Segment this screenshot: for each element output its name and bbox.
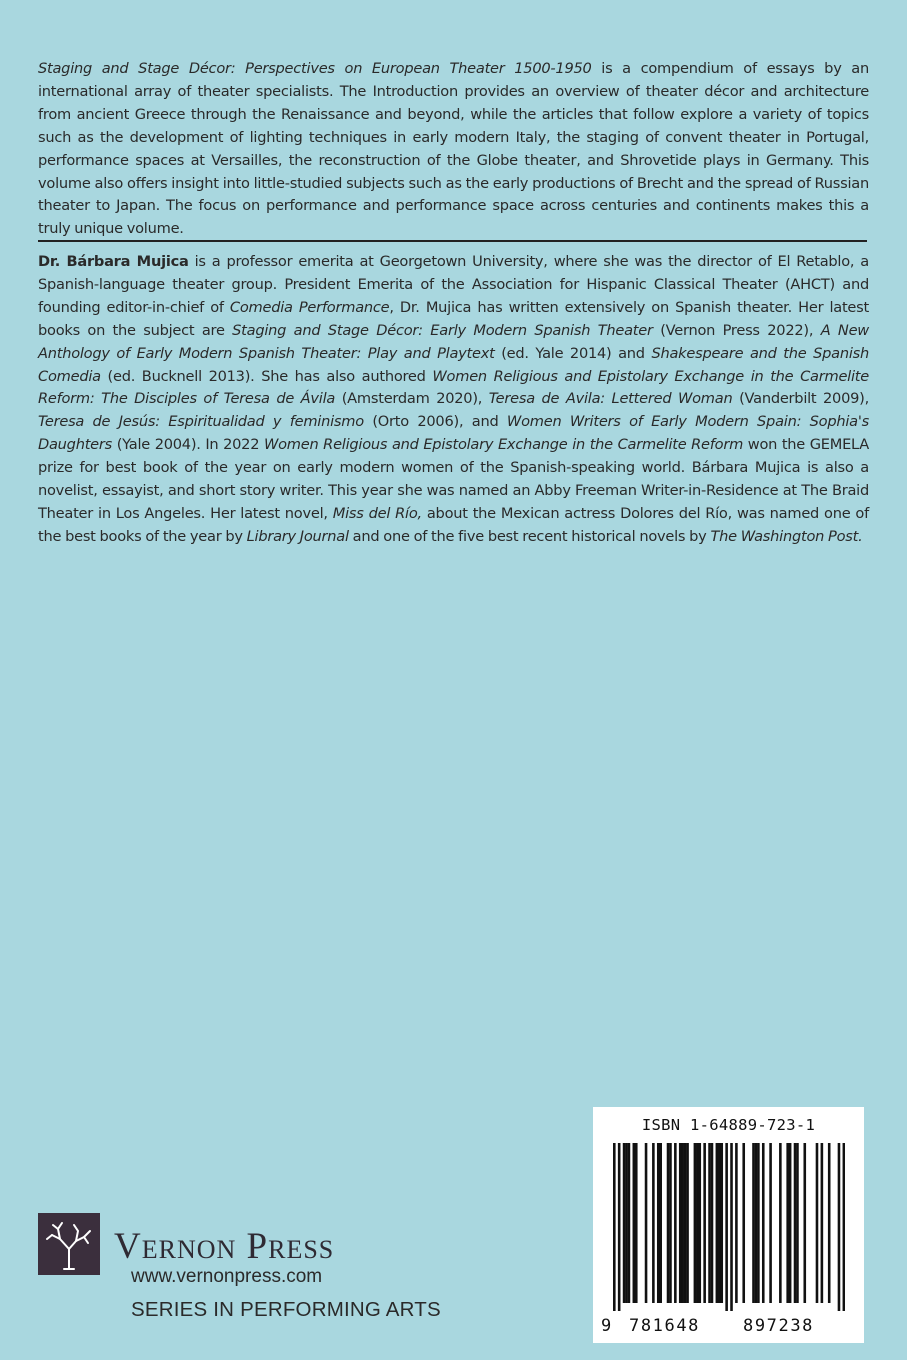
tree-icon xyxy=(38,1213,100,1275)
barcode-bar xyxy=(694,1143,697,1303)
barcode-bar xyxy=(633,1143,636,1303)
barcode-bar xyxy=(720,1143,723,1303)
barcode-bar xyxy=(659,1143,662,1303)
bio-italic: Women Religious and Epistolary Exchange in the Carmelite Reform xyxy=(263,436,744,454)
barcode-bar xyxy=(755,1143,758,1303)
bio-italic: Women Religious and Epistolary Exchange in the Carmelite Reform: The Disciples of Teresa de Ávila xyxy=(38,367,869,408)
bio-text: , Dr. Mujica has written extensively on Spanish theater. Her latest books on the subject are xyxy=(38,298,869,339)
isbn-label: ISBN 1-64889-723-1 xyxy=(641,1116,816,1134)
barcode-bar xyxy=(762,1143,765,1303)
barcode-bar xyxy=(613,1143,616,1311)
barcode-bar xyxy=(789,1143,792,1303)
barcode-bar xyxy=(843,1143,845,1311)
isbn-digits-right: 897238 xyxy=(743,1316,815,1336)
publisher-url[interactable]: www.vernonpress.com xyxy=(131,1266,323,1287)
barcode-bar xyxy=(816,1143,819,1303)
barcode xyxy=(593,1107,864,1343)
barcode-bar xyxy=(674,1143,677,1303)
barcode-bar xyxy=(786,1143,789,1303)
barcode-bar xyxy=(698,1143,701,1303)
bio-text: (ed. Yale 2014) and xyxy=(494,344,652,362)
barcode-bar xyxy=(821,1143,824,1303)
barcode-bar xyxy=(803,1143,806,1303)
series-name: SERIES IN PERFORMING ARTS xyxy=(131,1298,441,1321)
barcode-bar xyxy=(794,1143,797,1303)
barcode-bar xyxy=(635,1143,638,1303)
bio-text: (Orto 2006), and xyxy=(363,413,507,431)
book-description xyxy=(38,58,869,241)
barcode-bar xyxy=(757,1143,760,1303)
bio-text: and one of the five best recent historical novels by xyxy=(348,527,711,545)
bio-italic: Teresa de Avila: Lettered Woman xyxy=(488,390,733,408)
barcode-bar xyxy=(742,1143,745,1303)
isbn-digit-first: 9 xyxy=(601,1316,612,1336)
barcode-bar xyxy=(618,1143,621,1311)
barcode-bar xyxy=(779,1143,782,1303)
barcode-bar xyxy=(828,1143,831,1303)
bio-text: (ed. Bucknell 2013). She has also authored xyxy=(100,367,433,385)
bio-italic: Women Writers of Early Modern Spain: Sophia's Daughters xyxy=(38,413,869,454)
barcode-bar xyxy=(623,1143,626,1303)
author-bio xyxy=(38,251,869,549)
barcode-bar xyxy=(625,1143,628,1303)
bio-italic: Library Journal xyxy=(246,527,349,545)
description-text: is a compendium of essays by an international array of theater specialists. The Introduction provides an overview of theater décor and architecture from ancient Greece through the Renaissance and beyond, while the articles that follow explore a variety of topics such as the development of lighting techniques in early modern Italy, the staging of convent theater in Portugal, performance spaces at Versailles, the reconstruction of the Globe theater, and Shrovetide plays in Germany. This volume also offers insight into little-studied subjects such as the early productions of Brecht and the spread of Russian theater to Japan. The focus on performance and performance space across centuries and continents makes this a truly unique volume. xyxy=(38,60,869,238)
barcode-bar xyxy=(708,1143,711,1303)
bio-text: (Vanderbilt 2009), xyxy=(732,390,869,408)
barcode-bar xyxy=(628,1143,631,1303)
bio-italic: Staging and Stage Décor: Early Modern Spanish Theater xyxy=(232,321,653,339)
barcode-bar xyxy=(686,1143,689,1303)
barcode-bar xyxy=(796,1143,799,1303)
bio-italic: The Washington Post. xyxy=(710,527,863,545)
bio-text: (Amsterdam 2020), xyxy=(335,390,489,408)
barcode-bar xyxy=(730,1143,733,1311)
bio-italic: Miss del Río, xyxy=(332,504,422,522)
barcode-bar xyxy=(696,1143,699,1303)
barcode-bar xyxy=(725,1143,728,1311)
barcode-bar xyxy=(645,1143,648,1303)
bio-italic: Shakespeare and the Spanish Comedia xyxy=(38,344,869,385)
book-title: Staging and Stage Décor: Perspectives on European Theater 1500-1950 xyxy=(38,60,592,77)
publisher-logo xyxy=(38,1213,100,1275)
bio-text: is a professor emerita at Georgetown University, where she was the director of El Retablo, a Spanish-language theater group. President Emerita of the Association for Hispanic Classical Theater (AHCT) and founding editor-in-chief of xyxy=(38,253,869,316)
bio-italic: Teresa de Jesús: Espiritualidad y feminismo xyxy=(38,413,364,431)
barcode-bars xyxy=(613,1143,845,1311)
barcode-bar xyxy=(652,1143,655,1303)
barcode-bar xyxy=(838,1143,841,1311)
barcode-bar xyxy=(703,1143,706,1303)
bio-text: about the Mexican actress Dolores del Río, was named one of the best books of the year by xyxy=(38,504,869,545)
barcode-bar xyxy=(711,1143,714,1303)
barcode-bar xyxy=(681,1143,684,1303)
isbn-digits-left: 781648 xyxy=(629,1316,701,1336)
bio-italic: Comedia Performance xyxy=(229,298,390,316)
barcode-bar xyxy=(667,1143,670,1303)
bio-text: won the GEMELA prize for best book of the year on early modern women of the Spanish-speaking world. Bárbara Mujica is also a novelist, essayist, and short story writer. This year she was named an Abby Freeman Writer-in-Residence at The Braid Theater in Los Angeles. Her latest novel, xyxy=(38,436,869,522)
barcode-bar xyxy=(679,1143,682,1303)
bio-text: (Vernon Press 2022), xyxy=(652,321,821,339)
barcode-bar xyxy=(718,1143,721,1303)
barcode-bar xyxy=(684,1143,687,1303)
bio-italic: A New Anthology of Early Modern Spanish Theater: Play and Playtext xyxy=(38,321,869,362)
barcode-bar xyxy=(769,1143,772,1303)
barcode-bar xyxy=(752,1143,755,1303)
publisher-name: Vernon Press xyxy=(114,1226,335,1267)
barcode-bar xyxy=(669,1143,672,1303)
author-name: Dr. Bárbara Mujica xyxy=(38,253,189,270)
bio-text: (Yale 2004). In 2022 xyxy=(112,436,264,454)
barcode-bar xyxy=(716,1143,719,1303)
barcode-bar xyxy=(657,1143,660,1303)
divider-rule xyxy=(38,240,867,242)
barcode-bar xyxy=(735,1143,738,1303)
